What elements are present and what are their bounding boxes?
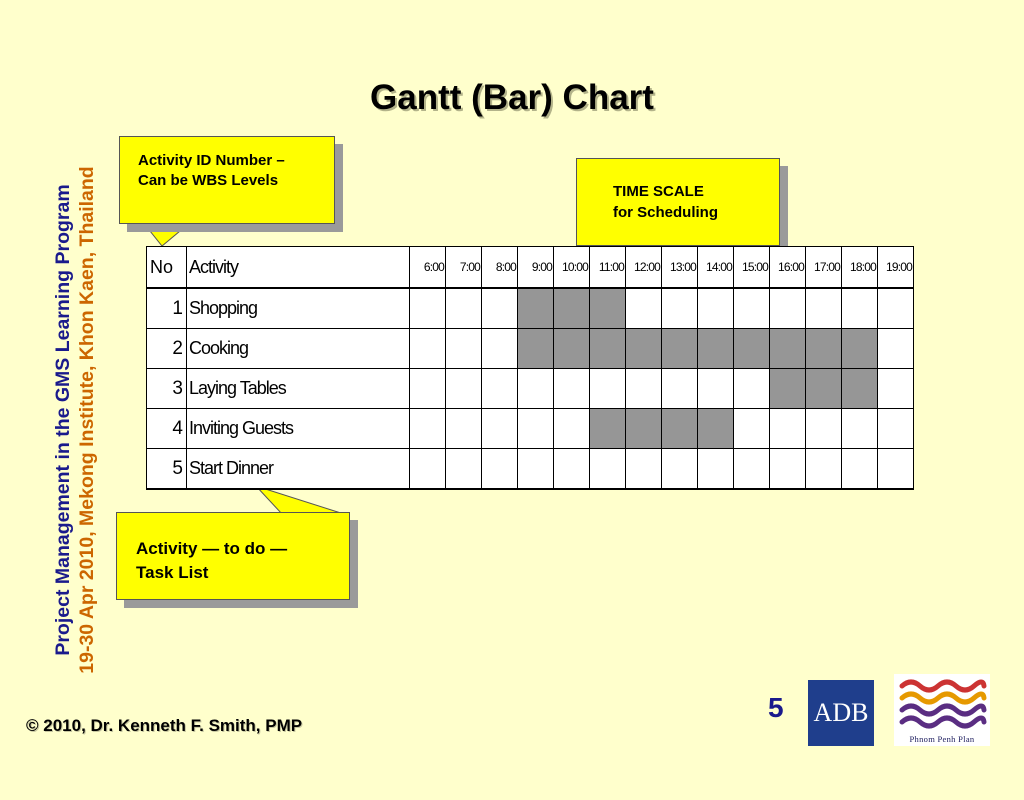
gantt-empty-cell bbox=[518, 449, 554, 490]
gantt-empty-cell bbox=[734, 369, 770, 409]
gantt-empty-cell bbox=[626, 449, 662, 490]
slide-title: Gantt (Bar) Chart bbox=[370, 78, 654, 117]
gantt-empty-cell bbox=[806, 409, 842, 449]
gantt-empty-cell bbox=[446, 369, 482, 409]
task-activity-cell: Inviting Guests bbox=[187, 409, 410, 449]
phnom-penh-plan-wave-icon bbox=[894, 674, 990, 730]
gantt-task-row bbox=[147, 409, 914, 449]
gantt-task-row bbox=[147, 369, 914, 409]
gantt-empty-cell bbox=[662, 369, 698, 409]
gantt-bar-cell bbox=[518, 288, 554, 329]
gantt-empty-cell bbox=[446, 449, 482, 490]
gantt-bar-cell bbox=[590, 288, 626, 329]
gantt-bar-cell bbox=[554, 288, 590, 329]
gantt-empty-cell bbox=[446, 409, 482, 449]
gantt-empty-cell bbox=[446, 329, 482, 369]
gantt-empty-cell bbox=[770, 288, 806, 329]
gantt-empty-cell bbox=[770, 409, 806, 449]
gantt-empty-cell bbox=[842, 409, 878, 449]
time-header: 16:00 bbox=[770, 247, 806, 289]
time-header: 12:00 bbox=[626, 247, 662, 289]
gantt-empty-cell bbox=[842, 449, 878, 490]
task-activity-cell: Shopping bbox=[187, 288, 410, 329]
side-caption bbox=[51, 40, 99, 800]
gantt-empty-cell bbox=[626, 369, 662, 409]
task-id-cell: 4 bbox=[147, 409, 187, 449]
gantt-bar-cell bbox=[662, 409, 698, 449]
task-activity-cell: Cooking bbox=[187, 329, 410, 369]
gantt-empty-cell bbox=[662, 288, 698, 329]
column-header-no: No bbox=[147, 247, 187, 289]
time-header: 6:00 bbox=[410, 247, 446, 289]
gantt-bar-cell bbox=[806, 329, 842, 369]
gantt-bar-cell bbox=[806, 369, 842, 409]
task-id-cell: 1 bbox=[147, 288, 187, 329]
gantt-empty-cell bbox=[590, 449, 626, 490]
gantt-empty-cell bbox=[518, 409, 554, 449]
gantt-empty-cell bbox=[554, 369, 590, 409]
gantt-empty-cell bbox=[518, 369, 554, 409]
gantt-bar-cell bbox=[842, 369, 878, 409]
gantt-empty-cell bbox=[878, 329, 914, 369]
gantt-empty-cell bbox=[842, 288, 878, 329]
gantt-empty-cell bbox=[482, 449, 518, 490]
gantt-task-row bbox=[147, 329, 914, 369]
task-activity-cell: Laying Tables bbox=[187, 369, 410, 409]
side-caption-program: Project Management in the GMS Learning Program bbox=[52, 184, 74, 656]
task-id-cell: 3 bbox=[147, 369, 187, 409]
gantt-empty-cell bbox=[410, 449, 446, 490]
gantt-empty-cell bbox=[410, 369, 446, 409]
gantt-empty-cell bbox=[698, 369, 734, 409]
gantt-empty-cell bbox=[410, 329, 446, 369]
gantt-bar-cell bbox=[662, 329, 698, 369]
time-header: 18:00 bbox=[842, 247, 878, 289]
gantt-empty-cell bbox=[482, 329, 518, 369]
gantt-bar-cell bbox=[770, 369, 806, 409]
gantt-empty-cell bbox=[770, 449, 806, 490]
gantt-bar-cell bbox=[554, 329, 590, 369]
gantt-empty-cell bbox=[482, 369, 518, 409]
gantt-bar-cell bbox=[734, 329, 770, 369]
time-header: 10:00 bbox=[554, 247, 590, 289]
gantt-empty-cell bbox=[878, 288, 914, 329]
callout-time-scale: TIME SCALE for Scheduling bbox=[576, 158, 780, 246]
copyright-footer: © 2010, Dr. Kenneth F. Smith, PMP bbox=[26, 716, 303, 735]
time-header: 7:00 bbox=[446, 247, 482, 289]
gantt-bar-cell bbox=[698, 409, 734, 449]
phnom-penh-plan-logo bbox=[894, 674, 990, 746]
gantt-body bbox=[147, 288, 914, 489]
gantt-empty-cell bbox=[698, 288, 734, 329]
gantt-empty-cell bbox=[554, 409, 590, 449]
gantt-empty-cell bbox=[734, 449, 770, 490]
gantt-bar-cell bbox=[842, 329, 878, 369]
gantt-empty-cell bbox=[482, 409, 518, 449]
gantt-task-row bbox=[147, 288, 914, 329]
gantt-bar-cell bbox=[626, 409, 662, 449]
time-header: 15:00 bbox=[734, 247, 770, 289]
column-header-activity: Activity bbox=[187, 247, 410, 289]
time-header: 14:00 bbox=[698, 247, 734, 289]
gantt-empty-cell bbox=[590, 369, 626, 409]
gantt-empty-cell bbox=[734, 288, 770, 329]
gantt-empty-cell bbox=[878, 449, 914, 490]
gantt-empty-cell bbox=[446, 288, 482, 329]
gantt-empty-cell bbox=[662, 449, 698, 490]
gantt-empty-cell bbox=[482, 288, 518, 329]
gantt-empty-cell bbox=[698, 449, 734, 490]
time-header: 8:00 bbox=[482, 247, 518, 289]
task-activity-cell: Start Dinner bbox=[187, 449, 410, 490]
task-id-cell: 5 bbox=[147, 449, 187, 490]
gantt-bar-cell bbox=[698, 329, 734, 369]
time-header: 11:00 bbox=[590, 247, 626, 289]
page-number: 5 bbox=[768, 692, 784, 723]
gantt-empty-cell bbox=[626, 288, 662, 329]
gantt-header-row bbox=[147, 247, 914, 289]
adb-logo: ADB bbox=[808, 680, 874, 746]
time-header: 17:00 bbox=[806, 247, 842, 289]
gantt-empty-cell bbox=[806, 449, 842, 490]
gantt-bar-cell bbox=[626, 329, 662, 369]
time-header: 19:00 bbox=[878, 247, 914, 289]
gantt-empty-cell bbox=[410, 288, 446, 329]
gantt-task-row bbox=[147, 449, 914, 490]
gantt-empty-cell bbox=[878, 369, 914, 409]
time-header: 13:00 bbox=[662, 247, 698, 289]
gantt-bar-cell bbox=[518, 329, 554, 369]
task-id-cell: 2 bbox=[147, 329, 187, 369]
gantt-bar-cell bbox=[590, 409, 626, 449]
callout-activity-id: Activity ID Number – Can be WBS Levels bbox=[119, 136, 335, 224]
gantt-empty-cell bbox=[554, 449, 590, 490]
gantt-empty-cell bbox=[734, 409, 770, 449]
phnom-penh-plan-label: Phnom Penh Plan bbox=[909, 734, 975, 744]
gantt-empty-cell bbox=[878, 409, 914, 449]
gantt-table bbox=[146, 246, 914, 490]
gantt-empty-cell bbox=[410, 409, 446, 449]
gantt-bar-cell bbox=[770, 329, 806, 369]
gantt-bar-cell bbox=[590, 329, 626, 369]
gantt-empty-cell bbox=[806, 288, 842, 329]
side-caption-venue: 19-30 Apr 2010, Mekong Institute, Khon Kaen, Thailand bbox=[76, 166, 98, 674]
time-header: 9:00 bbox=[518, 247, 554, 289]
callout-task-list: Activity — to do — Task List bbox=[116, 512, 350, 600]
